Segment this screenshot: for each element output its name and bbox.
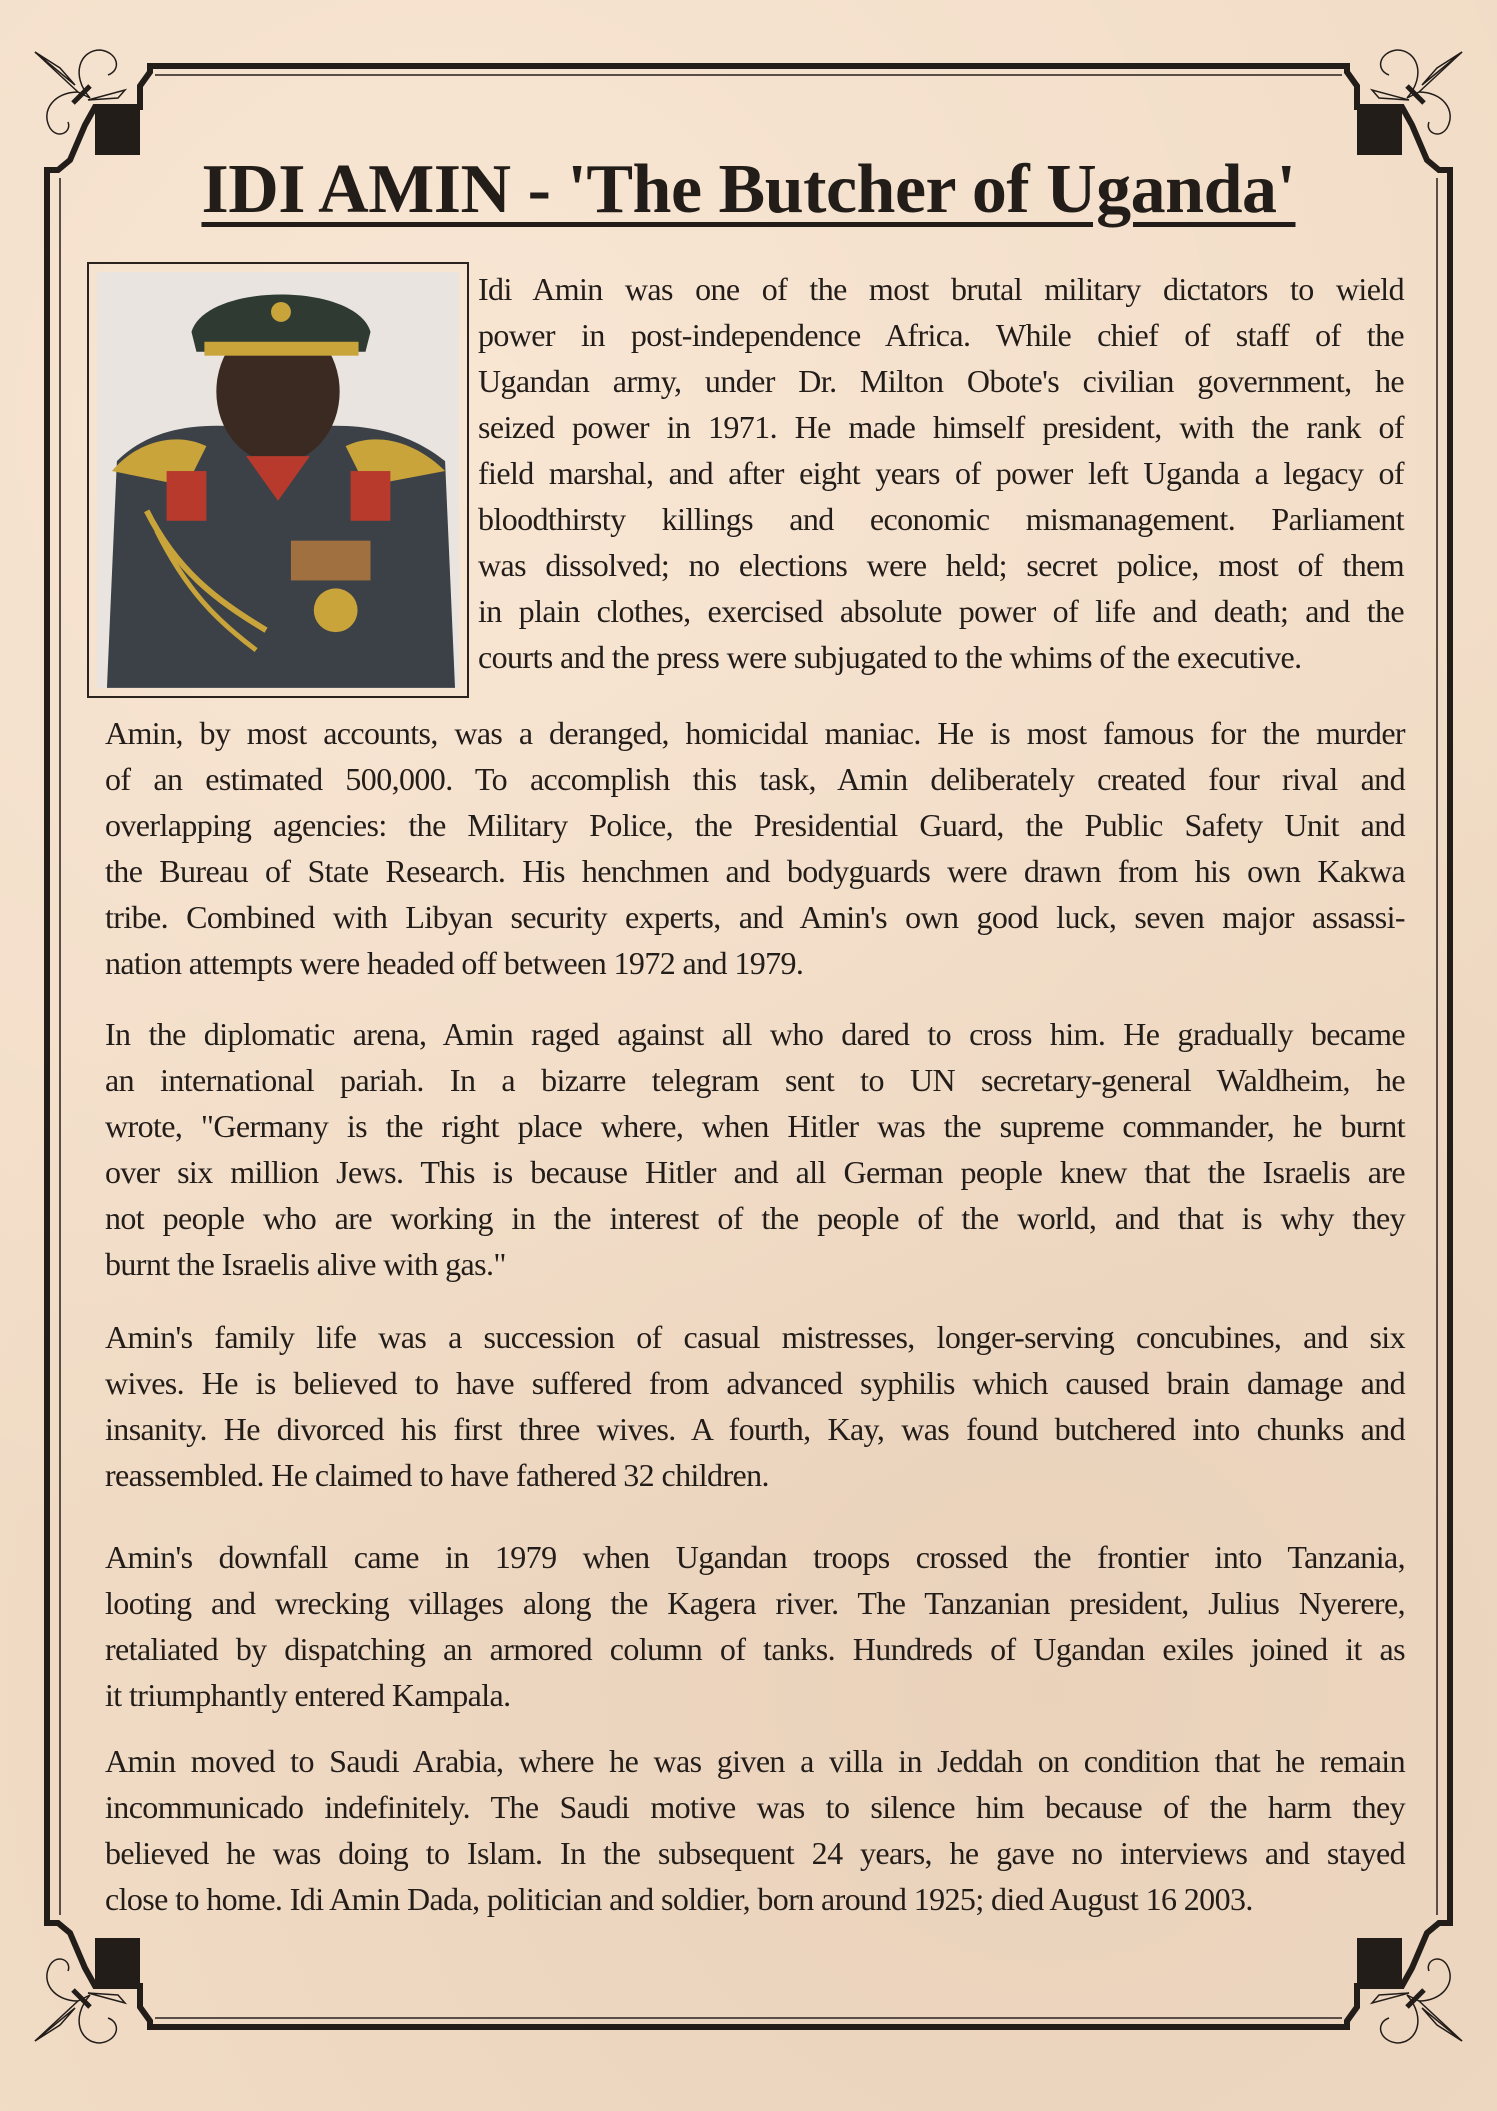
text-line: Amin's family life was a succession of casual mistresses, longer-serving concubines, and six — [105, 1319, 1405, 1355]
text-line: of an estimated 500,000. To accomplish this task, Amin deliberately created four rival and — [105, 761, 1405, 797]
text-line: looting and wrecking villages along the Kagera river. The Tanzanian president, Julius Nyerere, — [105, 1585, 1405, 1621]
text-line: overlapping agencies: the Military Police, the Presidential Guard, the Public Safety Unit and — [105, 807, 1405, 843]
page-title: IDI AMIN - 'The Butcher of Uganda' — [201, 151, 1296, 228]
text-line: an international pariah. In a bizarre telegram sent to UN secretary-general Waldheim, he — [105, 1062, 1405, 1098]
text-line: Amin moved to Saudi Arabia, where he was given a villa in Jeddah on condition that he remain — [105, 1743, 1405, 1779]
paragraph — [105, 1738, 1405, 1922]
text-line: Idi Amin was one of the most brutal military dictators to wield — [478, 271, 1404, 307]
text-line: close to home. Idi Amin Dada, politician and soldier, born around 1925; died August 16 2003. — [105, 1881, 1253, 1917]
text-line: bloodthirsty killings and economic mismanagement. Parliament — [478, 501, 1404, 537]
text-line: in plain clothes, exercised absolute power of life and death; and the — [478, 593, 1404, 629]
text-line: wives. He is believed to have suffered from advanced syphilis which caused brain damage and — [105, 1365, 1405, 1401]
text-line: seized power in 1971. He made himself president, with the rank of — [478, 409, 1404, 445]
text-line: tribe. Combined with Libyan security experts, and Amin's own good luck, seven major assassi- — [105, 899, 1405, 935]
text-line: power in post-independence Africa. While chief of staff of the — [478, 317, 1404, 353]
portrait-image — [97, 272, 459, 688]
text-line: Amin's downfall came in 1979 when Ugandan troops crossed the frontier into Tanzania, — [105, 1539, 1405, 1575]
text-line: burnt the Israelis alive with gas." — [105, 1246, 506, 1282]
text-line: incommunicado indefinitely. The Saudi motive was to silence him because of the harm they — [105, 1789, 1405, 1825]
text-line: field marshal, and after eight years of power left Uganda a legacy of — [478, 455, 1404, 491]
paragraph — [105, 1534, 1405, 1718]
text-line: retaliated by dispatching an armored column of tanks. Hundreds of Ugandan exiles joined it as — [105, 1631, 1405, 1667]
text-line: In the diplomatic arena, Amin raged against all who dared to cross him. He gradually became — [105, 1016, 1405, 1052]
text-line: was dissolved; no elections were held; secret police, most of them — [478, 547, 1404, 583]
text-line: reassembled. He claimed to have fathered 32 children. — [105, 1457, 769, 1493]
text-line: the Bureau of State Research. His henchmen and bodyguards were drawn from his own Kakwa — [105, 853, 1405, 889]
paragraph — [105, 1011, 1405, 1287]
text-line: wrote, "Germany is the right place where, when Hitler was the supreme commander, he burnt — [105, 1108, 1405, 1144]
text-line: it triumphantly entered Kampala. — [105, 1677, 511, 1713]
text-line: insanity. He divorced his first three wives. A fourth, Kay, was found butchered into chunks and — [105, 1411, 1405, 1447]
text-line: courts and the press were subjugated to the whims of the executive. — [478, 639, 1302, 675]
text-line: not people who are working in the interest of the people of the world, and that is why they — [105, 1200, 1405, 1236]
text-line: Amin, by most accounts, was a deranged, homicidal maniac. He is most famous for the murder — [105, 715, 1405, 751]
text-line: over six million Jews. This is because Hitler and all German people knew that the Israelis are — [105, 1154, 1405, 1190]
intro-paragraph — [478, 266, 1404, 680]
text-line: believed he was doing to Islam. In the subsequent 24 years, he gave no interviews and stayed — [105, 1835, 1405, 1871]
paragraph — [105, 710, 1405, 986]
portrait-photo — [87, 262, 469, 698]
text-line: nation attempts were headed off between 1972 and 1979. — [105, 945, 804, 981]
paragraph — [105, 1314, 1405, 1498]
text-line: Ugandan army, under Dr. Milton Obote's civilian government, he — [478, 363, 1404, 399]
